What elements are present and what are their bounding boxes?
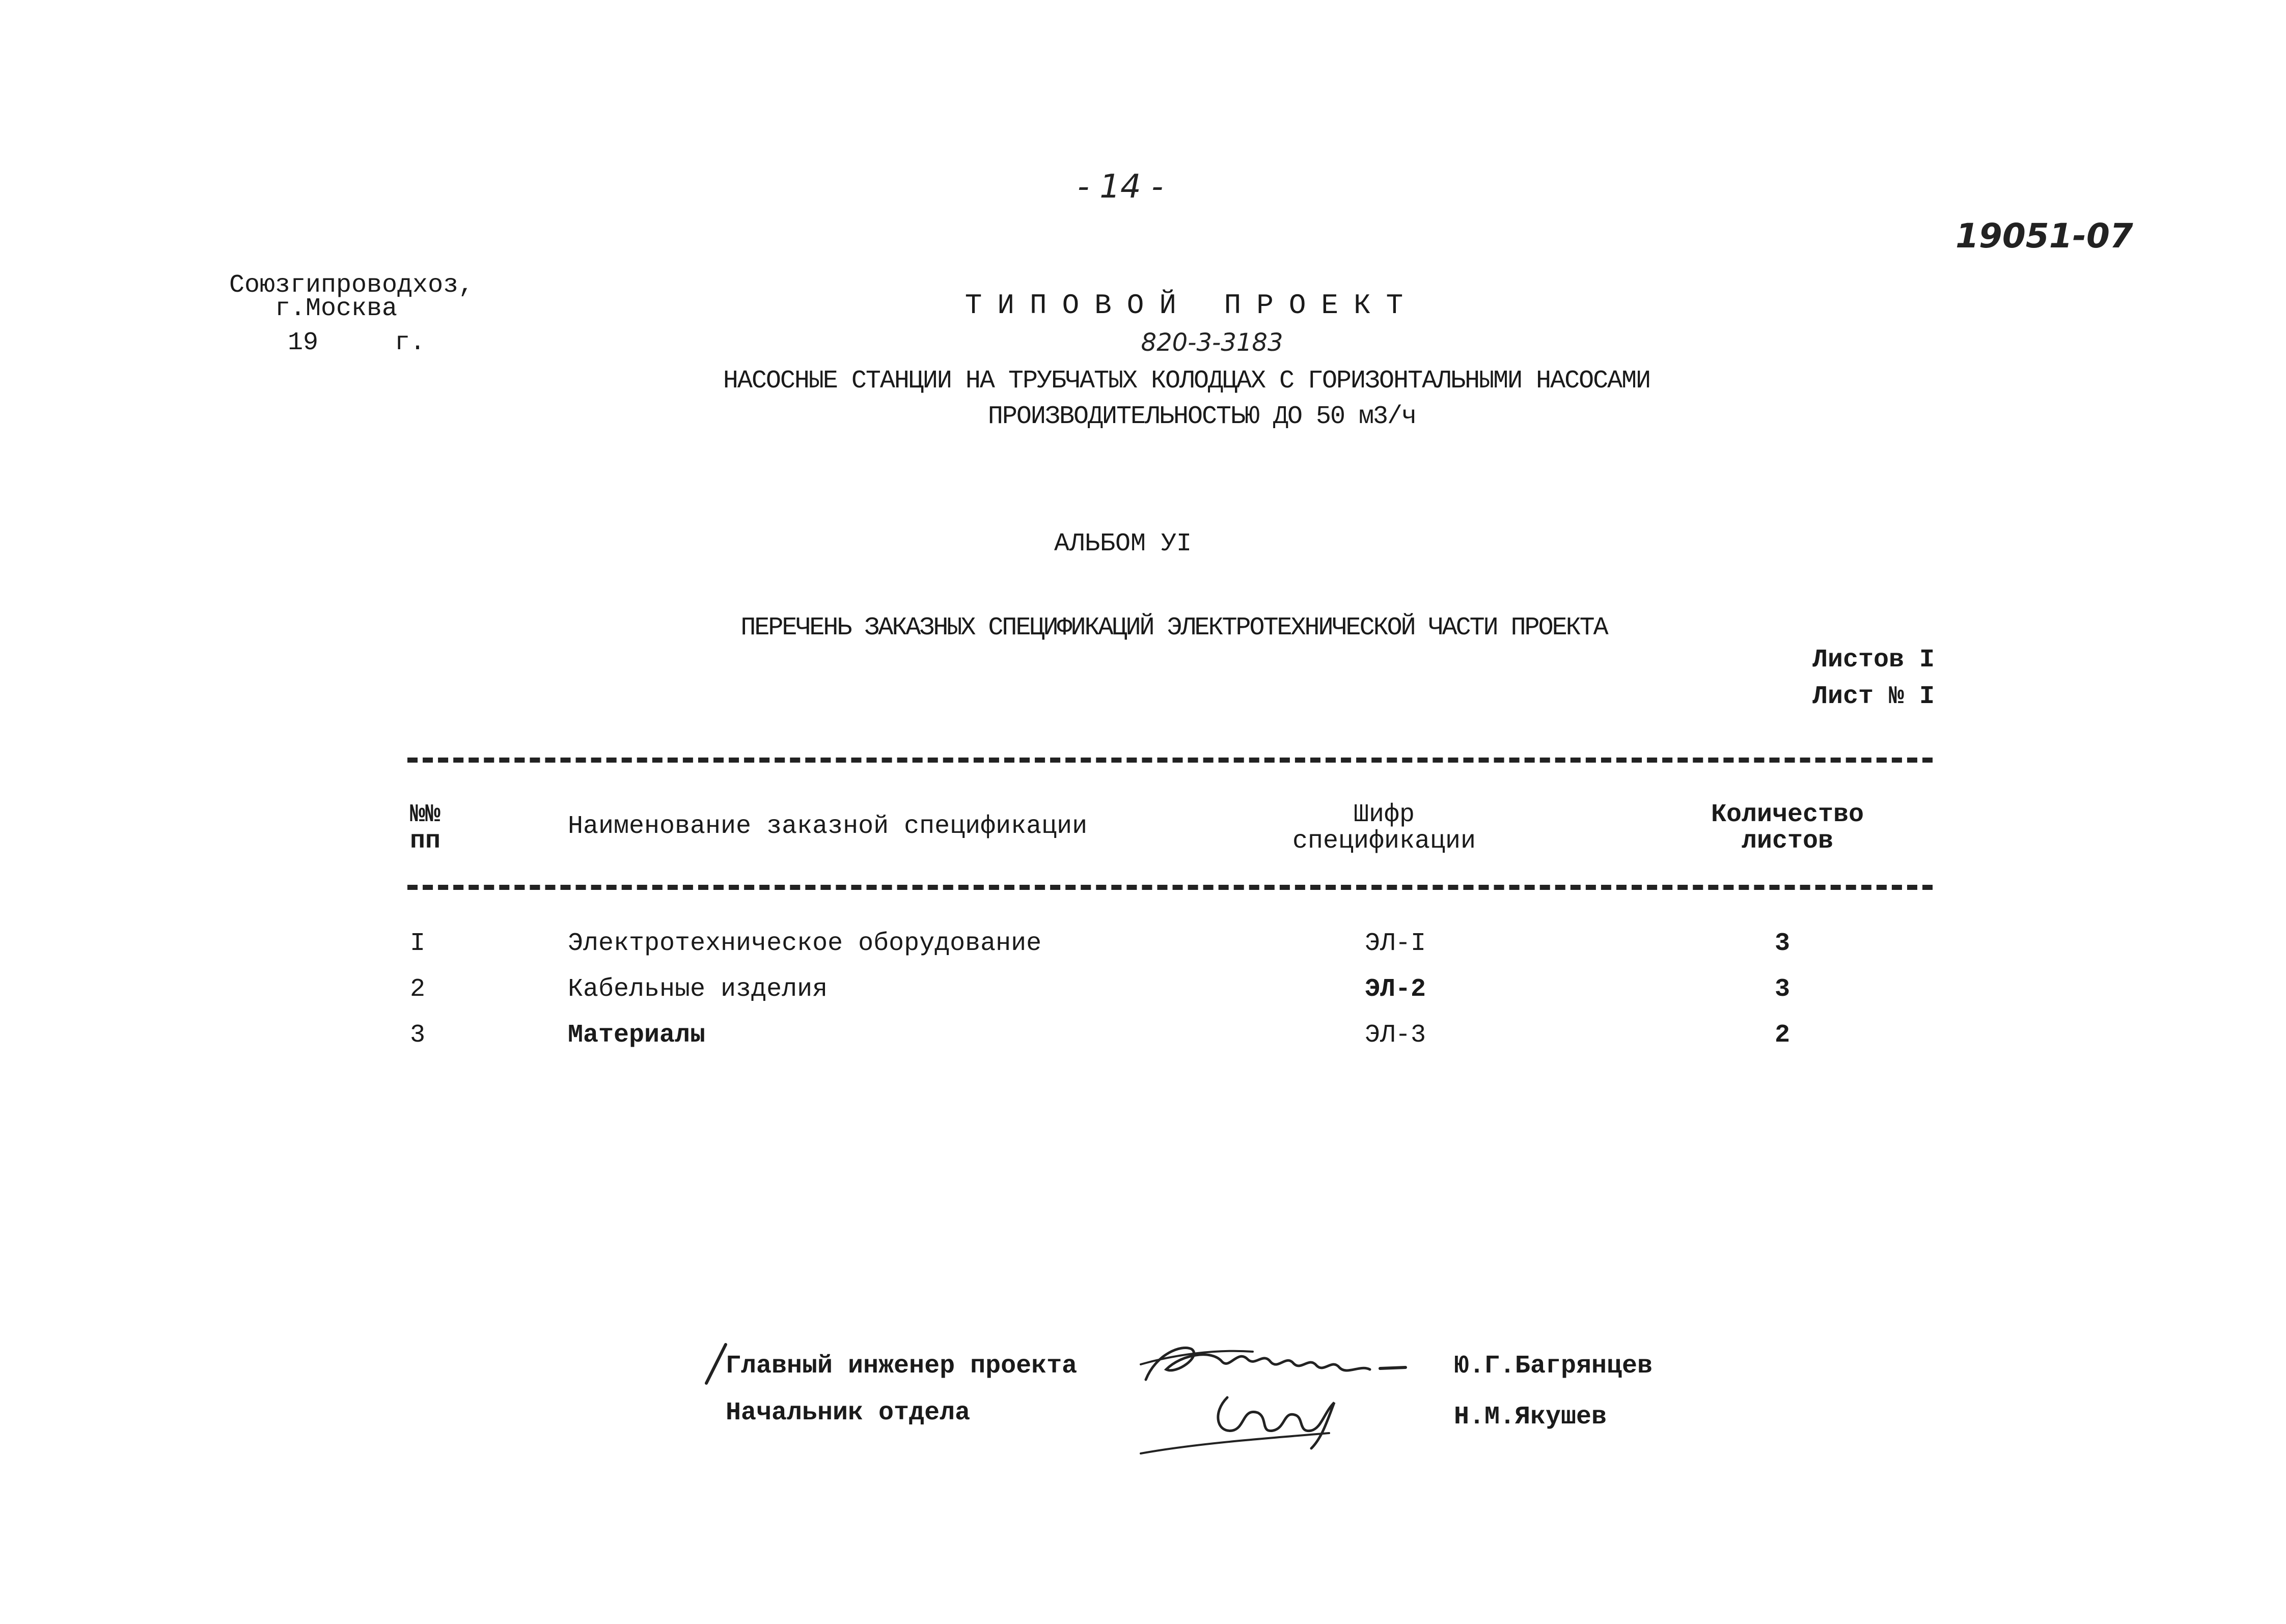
table-row-3-count: 2 [1775,1021,1791,1050]
sheets-total: Листов I [1812,646,1935,675]
table-row-1-count: 3 [1775,929,1791,958]
page-number: - 14 - [1077,168,1164,206]
table-row-1-number: I [410,929,426,958]
table-row-3-code: ЭЛ-3 [1365,1021,1426,1050]
table-row-2-code: ЭЛ-2 [1365,975,1426,1004]
table-row-2-number: 2 [410,975,426,1004]
department-head-name: Н.М.Якушев [1454,1403,1607,1432]
chief-engineer-name: Ю.Г.Багрянцев [1454,1352,1653,1381]
column-header-count-line2: листов [1741,827,1834,856]
column-header-code-line1: Шифр [1353,800,1415,829]
album-title: АЛЬБОМ УI [1054,529,1192,558]
document-subject: ПЕРЕЧЕНЬ ЗАКАЗНЫХ СПЕЦИФИКАЦИЙ ЭЛЕКТРОТЕХНИЧЕСКОЙ ЧАСТИ ПРОЕКТА [740,613,1607,642]
table-row-3-number: 3 [410,1021,426,1050]
sheet-number: Лист № I [1812,682,1935,711]
project-code: 820-3-3183 [1141,328,1283,357]
column-header-number-line2: пп [410,827,441,856]
organization-name: Союзгипроводхоз, [229,271,474,300]
organization-city: г.Москва [275,294,398,323]
table-row-1-name: Электротехническое оборудование [568,929,1042,958]
column-header-count [1711,802,1864,855]
department-head-title: Начальник отдела [726,1398,971,1427]
table-row-2-name: Кабельные изделия [568,975,828,1004]
table-top-rule [407,758,1933,763]
project-title-line1: НАСОСНЫЕ СТАНЦИИ НА ТРУБЧАТЫХ КОЛОДЦАХ С ГОРИЗОНТАЛЬНЫМИ НАСОСАМИ [723,367,1650,396]
project-type: ТИПОВОЙ ПРОЕКТ [965,289,1419,322]
column-header-count-line1: Количество [1711,800,1864,829]
table-row-1-code: ЭЛ-I [1365,929,1426,958]
chief-engineer-title: Главный инженер проекта [726,1352,1078,1381]
column-header-number-line1: №№ [410,800,441,829]
column-header-code [1292,802,1476,855]
project-title-line2: ПРОИЗВОДИТЕЛЬНОСТЬЮ ДО 50 м3/ч [987,402,1416,431]
column-header-code-line2: спецификации [1292,827,1476,856]
department-head-signature [1136,1382,1370,1459]
organization-year: 19 г. [288,328,426,357]
table-row-3-name: Материалы [568,1021,706,1050]
archive-number: 19051-07 [1956,216,2133,256]
column-header-number [410,802,440,855]
table-row-2-count: 3 [1775,975,1791,1004]
column-header-name: Наименование заказной спецификации [568,812,1088,841]
table-header-rule [407,885,1933,890]
